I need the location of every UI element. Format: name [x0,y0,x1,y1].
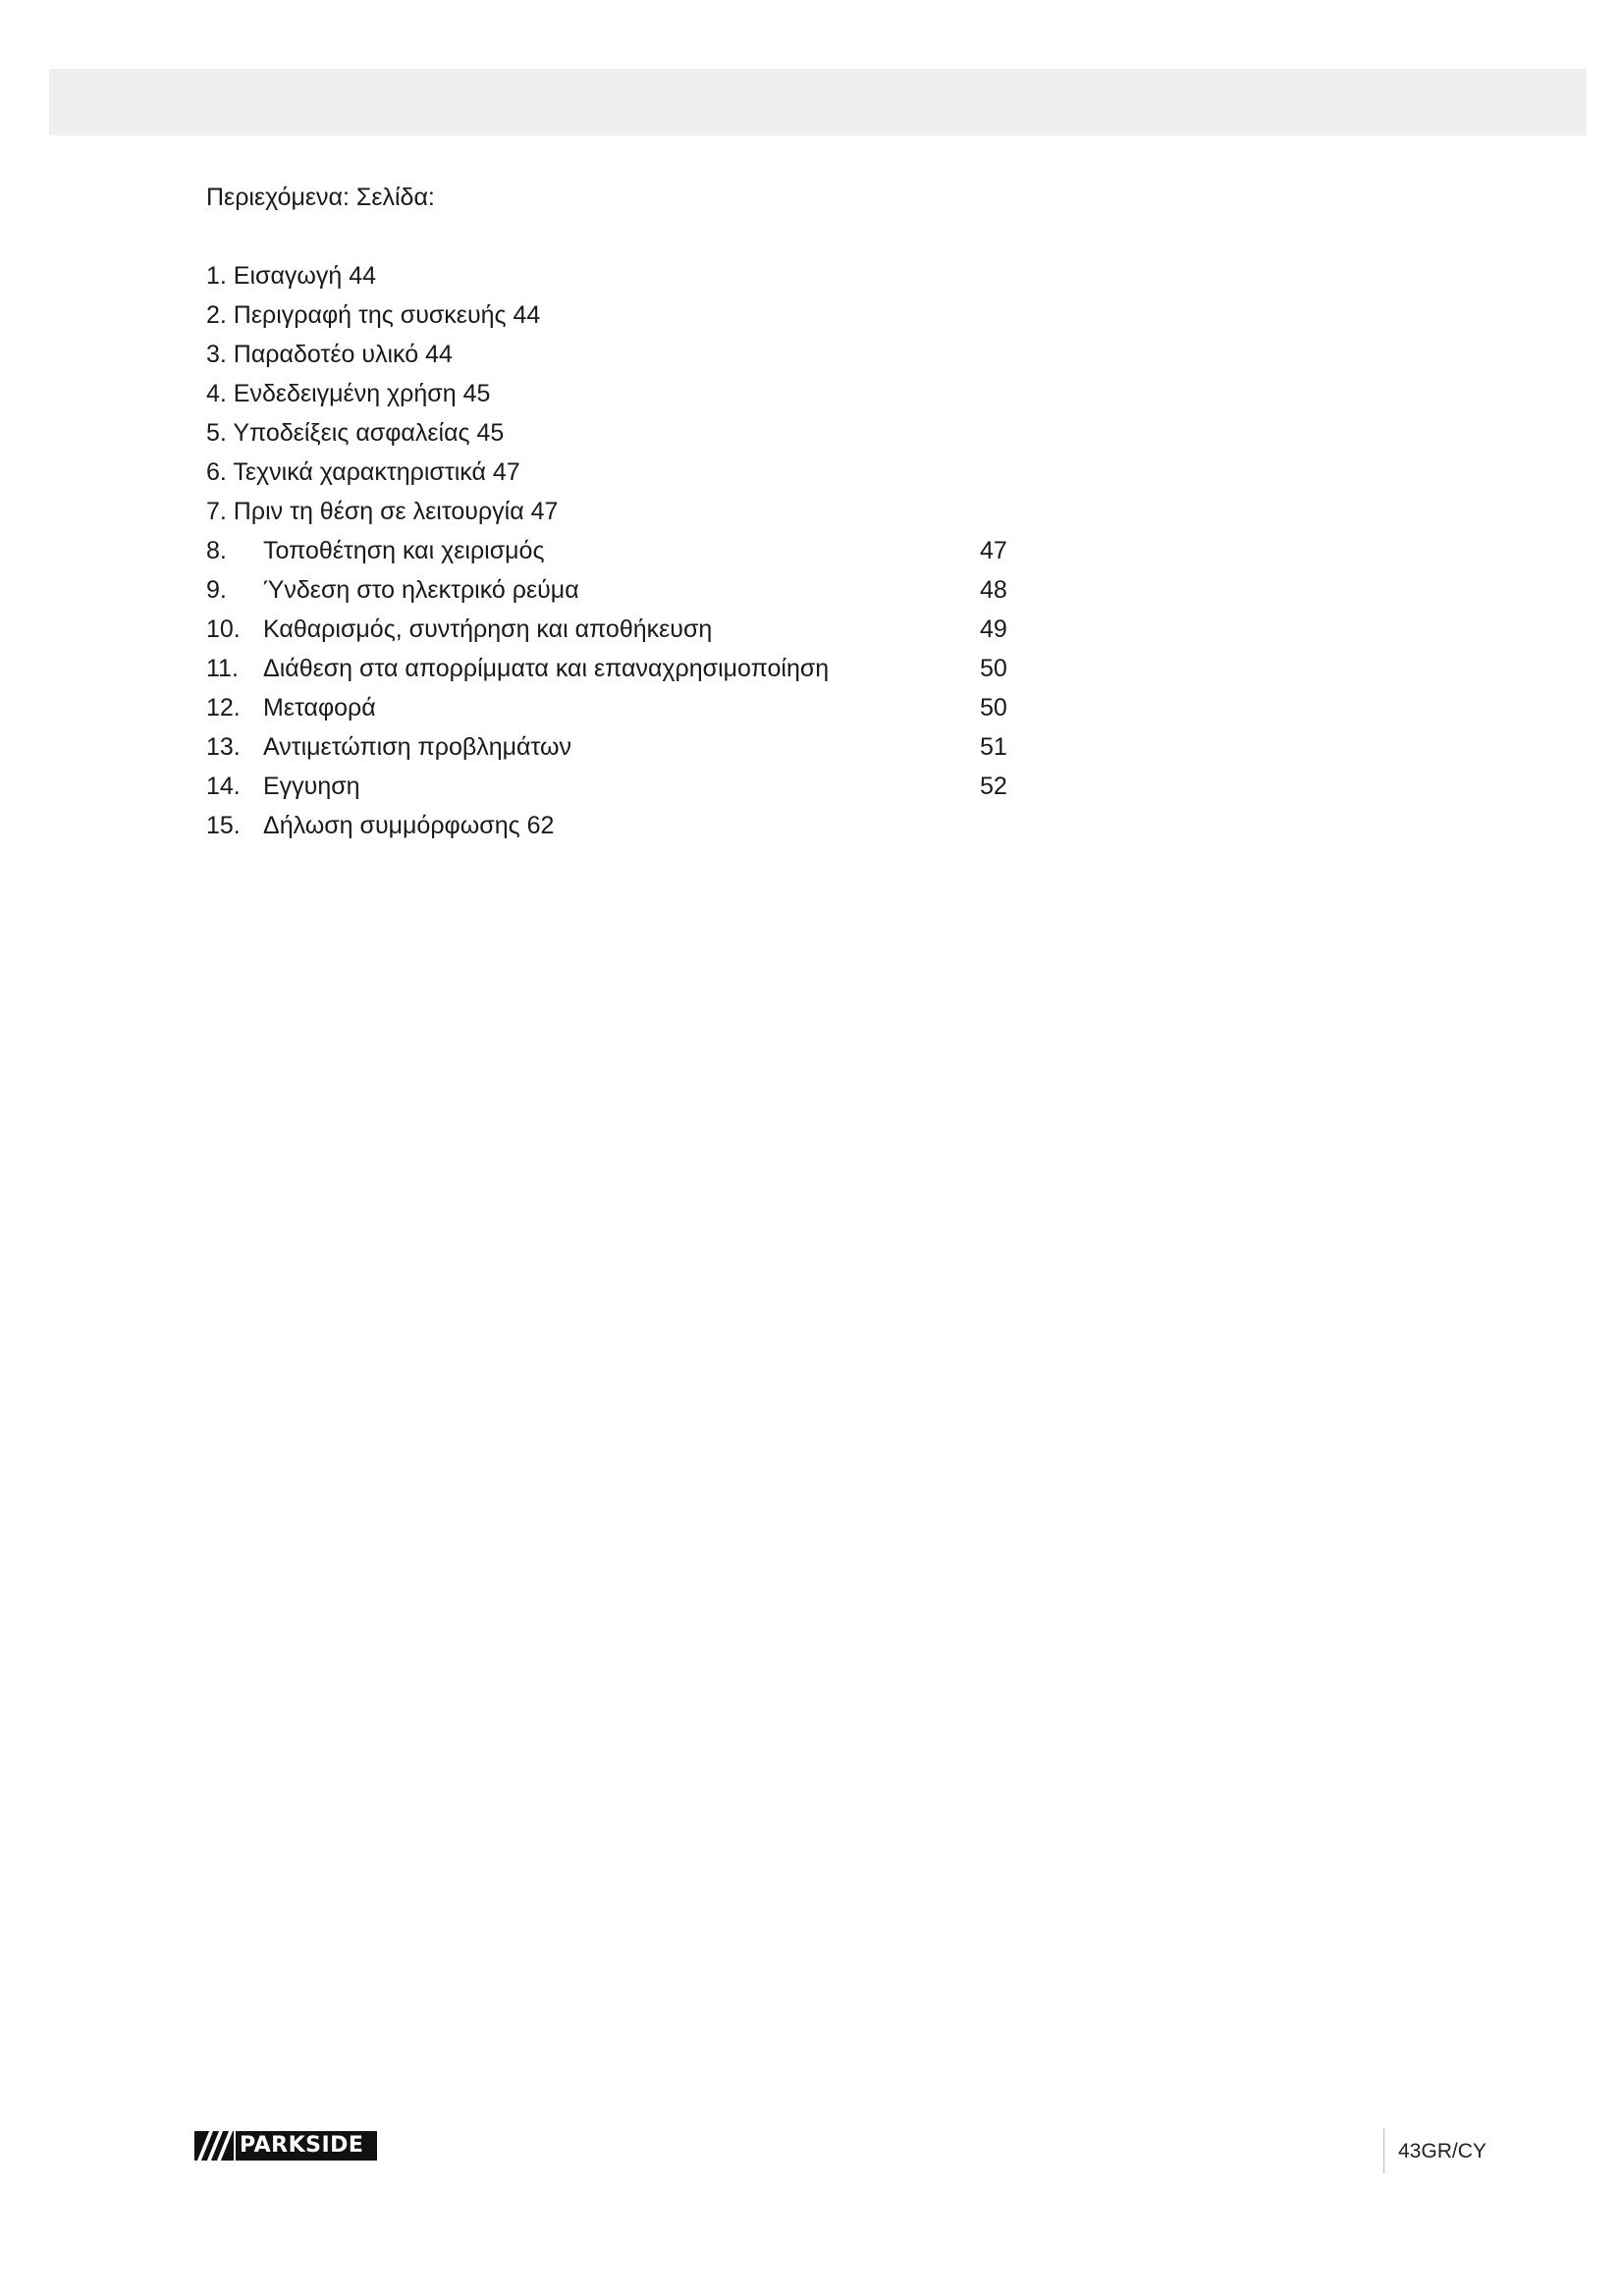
toc-entry-number: 13. [206,733,241,761]
toc-entry[interactable] [206,654,1031,693]
toc-entry-page: 50 [980,694,1007,721]
toc-entry-number: 14. [206,773,241,800]
toc-entry[interactable] [206,614,1031,654]
toc-entry[interactable] [206,575,1031,614]
logo-slashes-icon [194,2131,234,2161]
table-of-contents [206,261,1031,850]
logo-wordmark: PARKSIDE [234,2131,377,2161]
toc-entry[interactable] [206,732,1031,772]
toc-heading: Περιεχόμενα: Σελίδα: [206,184,435,211]
footer-divider [1383,2128,1384,2173]
page-number-code: 43GR/CY [1398,2140,1487,2163]
toc-entry-text: 5. Υποδείξεις ασφαλείας 45 [206,419,505,447]
toc-entry-page: 49 [980,615,1007,643]
toc-entry-number: 11. [206,655,239,682]
toc-entry-page: 47 [980,537,1007,564]
toc-entry-text: 3. Παραδοτέο υλικό 44 [206,341,453,368]
toc-entry[interactable] [206,379,1031,418]
toc-entry-text: 4. Ενδεδειγμένη χρήση 45 [206,380,491,407]
toc-entry-page: 51 [980,733,1007,761]
toc-entry-title: Μεταφορά [263,694,376,721]
toc-entry-title: Εγγυηση [263,773,360,800]
toc-entry[interactable] [206,340,1031,379]
toc-entry[interactable] [206,457,1031,497]
toc-entry-title: Διάθεση στα απορρίμματα και επαναχρησιμοποίηση [263,655,830,682]
toc-entry-title: Δήλωση συμμόρφωσης 62 [263,812,555,839]
toc-entry-number: 10. [206,615,241,643]
toc-entry[interactable] [206,300,1031,340]
toc-entry-number: 8. [206,537,227,564]
toc-entry-text: 7. Πριν τη θέση σε λειτουργία 47 [206,498,559,525]
toc-entry-number: 9. [206,576,227,604]
toc-entry[interactable] [206,418,1031,457]
toc-entry[interactable] [206,811,1031,850]
toc-entry-number: 15. [206,812,241,839]
parkside-logo [194,2131,377,2161]
toc-entry-title: Τοποθέτηση και χειρισμός [263,537,545,564]
toc-entry-page: 50 [980,655,1007,682]
toc-entry-number: 12. [206,694,241,721]
toc-entry-page: 52 [980,773,1007,800]
toc-entry-title: Καθαρισμός, συντήρηση και αποθήκευση [263,615,713,643]
toc-entry[interactable] [206,772,1031,811]
toc-entry-page: 48 [980,576,1007,604]
header-bar [49,69,1587,135]
toc-entry-text: 6. Τεχνικά χαρακτηριστικά 47 [206,458,520,486]
toc-entry-text: 1. Εισαγωγή 44 [206,262,377,290]
toc-entry-title: Αντιμετώπιση προβλημάτων [263,733,572,761]
toc-entry-text: 2. Περιγραφή της συσκευής 44 [206,301,541,329]
toc-entry[interactable] [206,536,1031,575]
toc-entry[interactable] [206,693,1031,732]
toc-entry[interactable] [206,261,1031,300]
toc-entry[interactable] [206,497,1031,536]
toc-entry-title: Ύνδεση στο ηλεκτρικό ρεύμα [263,576,579,604]
